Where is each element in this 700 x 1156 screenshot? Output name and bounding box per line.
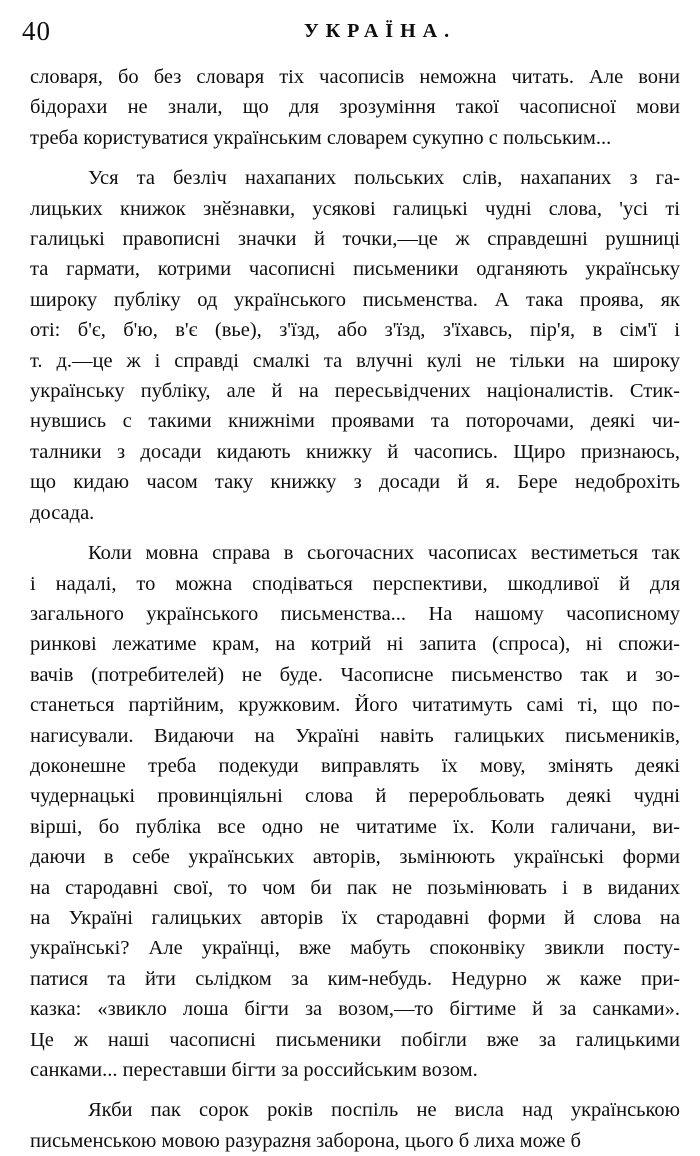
text-line: санками... переставши бігти за российським возом. [30, 1059, 478, 1081]
text-line: Коли мовна справа в сьогочасних часописах вестиметься так [88, 542, 680, 565]
text-line: письменською мовою разураzня заборона, цього б лиха може б [30, 1129, 581, 1152]
text-line: чудернацькі провинціяльні слова й переробльовать деякі чудні [30, 785, 680, 808]
text-line: українську публіку, але й на пересьвідчених націоналистів. Стик- [30, 380, 680, 403]
text-line: оті: б'є, б'ю, в'є (вье), з'їзд, або з'їзд, з'їхавсь, пір'я, в сім'ї і [30, 319, 680, 342]
text-line: нагисували. Видаючи на Україні навіть галицьких письмеників, [30, 724, 680, 747]
running-title: УКРАЇНА. [304, 20, 457, 42]
text-line: українські? Але українці, вже мабуть споконвіку звикли посту- [30, 937, 680, 960]
text-line: ринкові лежатиме крам, на котрий ні запита (спроса), ні спожи- [30, 633, 680, 656]
text-line: Якби пак сорок років поспіль не висла над українською [88, 1099, 680, 1122]
text-line: талники з досади кидають книжку й часопись. Щиро признаюсь, [30, 440, 680, 463]
text-line: що кидаю часом таку книжку з досади й я. Бере недоброхіть [30, 471, 680, 494]
text-line: Уся та безліч нахапаних польських слів, нахапаних з га- [88, 167, 680, 190]
text-line: бідорахи не знали, що для зрозуміння такої часописної мови [30, 96, 680, 119]
text-line: станеться партійним, кружковим. Його читатимуть самі ті, що по- [30, 694, 680, 717]
paragraph [30, 538, 680, 1085]
text-line: широку публіку од українського письменства. А така проява, як [30, 288, 680, 311]
text-line: доконешне треба подекуди виправлять їх мову, змінять деякі [30, 754, 680, 777]
paragraph [30, 1095, 680, 1156]
paragraph [30, 163, 680, 528]
text-line: і надалі, то можна сподіваться перспективи, шкодливої й для [30, 572, 680, 595]
body-text [30, 62, 680, 1156]
text-line: нувшись с такими книжніми проявами та поторочами, деякі чи- [30, 410, 680, 433]
text-line: словаря, бо без словаря тіх часописів неможна читать. Але вони [30, 66, 680, 88]
text-line: Це ж наші часописні письменики побігли вже за галицькими [30, 1028, 680, 1051]
text-line: вачів (потребителей) не буде. Часописне письменство так и зо- [30, 663, 680, 686]
text-line: т. д.—це ж і справді смалкі та влучні кулі не тільки на широку [30, 349, 680, 372]
text-line: досада. [30, 501, 95, 524]
text-line: галицькі правописні значки й точки,—це ж справдешні рушниці [30, 228, 680, 251]
text-line: на Україні галицьких авторів їх стародавні форми й слова на [30, 906, 680, 929]
text-line: лицьких книжок знӗзнавки, усякові галицькі чудні слова, 'усі ті [30, 197, 680, 220]
text-line: на стародавні свої, то чом би пак не позьмінювать і в виданих [30, 876, 680, 899]
text-line: патися та йти сьлідком за ким-небудь. Недурно ж каже при- [30, 967, 680, 990]
page-number: 40 [22, 16, 51, 46]
text-line: та гармати, котрими часописні письменики одганяють українську [30, 258, 680, 281]
paragraph [30, 62, 680, 153]
text-line: даючи в себе українських авторів, зьмінюють українські форми [30, 846, 680, 869]
page-header [22, 14, 686, 48]
text-line: загального українського письменства... На нашому часописному [30, 602, 680, 625]
text-line: вірші, бо публіка все одно не читатиме їх. Коли галичани, ви- [30, 815, 680, 838]
text-line: треба користуватися українським словарем сукупно с польським... [30, 126, 612, 149]
text-line: казка: «звикло лоша бігти за возом,—то бігтиме й за санками». [30, 998, 680, 1021]
